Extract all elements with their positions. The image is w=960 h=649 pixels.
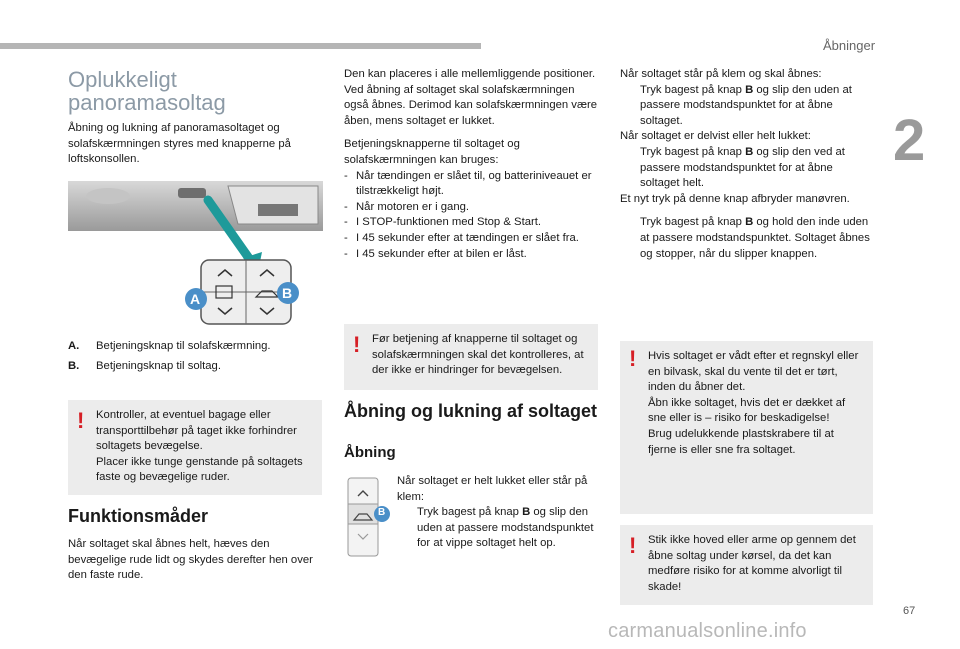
legend-item: A. Betjeningsknap til solafskærmning. (68, 340, 271, 352)
warning-icon: ! (629, 346, 637, 371)
interrupt-text: Et nyt tryk på denne knap afbryder manøvren. (620, 192, 850, 205)
intro-text: Åbning og lukning af panoramasoltaget og solafskærmningen styres med knapperne på loftskonsollen. (68, 122, 291, 166)
list-item: Tryk bagest på knap B og slip den uden at passere modstandspunktet for at vippe soltaget helt op. (417, 506, 594, 550)
list-item: - I STOP-funktionen med Stop & Start. (344, 216, 542, 229)
list-item: - Når motoren er i gang. (344, 200, 470, 213)
warning-icon: ! (353, 332, 361, 357)
position-text: Den kan placeres i alle mellemliggende positioner. Ved åbning af soltaget skal solafskærmningen også åbnes. Derimod kan solafskærmningen være åben, mens soltaget er lukket. (344, 68, 598, 127)
legend-item: B. Betjeningsknap til soltag. (68, 360, 221, 372)
list-item: - I 45 sekunder efter at bilen er låst. (344, 247, 527, 260)
page-number: 67 (903, 605, 916, 617)
open-intro: Når soltaget er helt lukket eller står på klem: (397, 475, 588, 503)
header-bar (0, 43, 481, 49)
warning-box (344, 324, 598, 390)
label-b: B (282, 285, 293, 301)
modes-heading: Funktionsmåder (68, 506, 209, 526)
closed-intro: Når soltaget er delvist eller helt lukket: (620, 130, 811, 143)
page-title: Oplukkeligt panoramasoltag (68, 67, 226, 115)
warning-text: Stik ikke hoved eller arme op gennem det åbne soltag under kørsel, da det kan medføre risiko for at komme alvorligt til skade! (648, 534, 856, 593)
warning-text: Før betjening af knapperne til soltaget og solafskærmningen skal det kontrolleres, at der ikke er hindringer for bevægelsen. (372, 333, 584, 377)
warning-box (68, 400, 322, 495)
label-a: A (190, 291, 201, 307)
usage-list (344, 169, 602, 263)
icon-label-b: B (378, 507, 386, 518)
section-title: Åbninger (823, 38, 876, 53)
chapter-number: 2 (893, 108, 926, 173)
usage-intro: Betjeningsknapperne til soltaget og solafskærmningen kan bruges: (344, 138, 520, 166)
ajar-intro: Når soltaget står på klem og skal åbnes: (620, 68, 822, 80)
section-heading: Åbning og lukning af soltaget (344, 401, 597, 421)
list-item: Tryk bagest på knap B og slip den uden at passere modstandspunktet for at åbne soltaget. (640, 83, 852, 127)
list-item: - I 45 sekunder efter at tændingen er slået fra. (344, 231, 579, 244)
warning-text: Kontroller, at eventuel bagage eller transporttilbehør på taget ikke forhindrer soltagets bevægelse. Placer ikke tunge genstande på soltagets faste og bevægelige ruder. (96, 409, 303, 484)
modes-text: Når soltaget skal åbnes helt, hæves den bevægelige rude lidt og skydes derefter hen over den faste rude. (68, 538, 313, 582)
list-item: Tryk bagest på knap B og slip den ved at passere modstandspunktet for at åbne soltaget helt. (640, 145, 845, 190)
list-item: - Når tændingen er slået til, og batteriniveauet er tilstrækkeligt højt. (344, 169, 592, 198)
watermark: carmanualsonline.info (608, 620, 807, 642)
warning-icon: ! (77, 408, 85, 433)
subsection-heading: Åbning (344, 444, 396, 461)
warning-icon: ! (629, 533, 637, 558)
warning-text: Hvis soltaget er vådt efter et regnskyl eller en bilvask, skal du vente til det er tørt, inden du åbner det. Åbn ikke soltaget, hvis det er dækket af sne eller is – risiko for beskadigelse! Brug udelukkende plastskrabere til at fjerne is eller sne fra soltaget. (648, 350, 859, 456)
warning-box (620, 341, 873, 514)
list-item: Tryk bagest på knap B og hold den inde uden at passere modstandspunktet. Soltaget åbnes og stopper, når du slipper knappen. (640, 216, 870, 260)
warning-box (620, 525, 873, 605)
